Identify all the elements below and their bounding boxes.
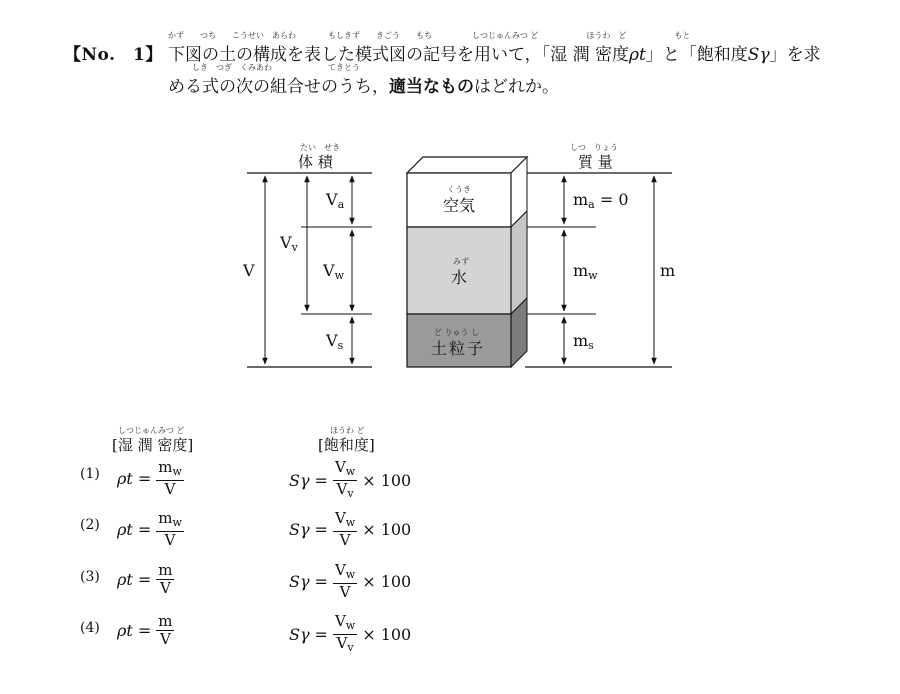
times-100: × 100 bbox=[362, 572, 412, 591]
option-saturation-formula bbox=[289, 510, 411, 549]
saturation-fraction-numerator-term: $V_w$ bbox=[334, 561, 356, 581]
rho-fraction bbox=[156, 459, 184, 498]
option-number: (1) bbox=[80, 466, 100, 482]
times-100: × 100 bbox=[362, 471, 412, 490]
Va-label: $V_a$ bbox=[326, 190, 345, 211]
Vw-label: $V_w$ bbox=[323, 261, 344, 282]
saturation-fraction-denominator-term: V bbox=[339, 531, 351, 549]
rho-fraction-denominator-term: V bbox=[164, 480, 176, 498]
question-line1-text-c: 」を求 bbox=[769, 45, 821, 65]
sgamma-symbol: Sγ bbox=[289, 625, 310, 644]
mass-header: 質 量 bbox=[578, 153, 613, 171]
equals-sign: = bbox=[137, 570, 152, 589]
saturation-fraction-numerator bbox=[333, 510, 357, 532]
rho-fraction bbox=[156, 613, 174, 648]
question-line1-text-b: 」と「飽和度 bbox=[645, 45, 748, 65]
question-line2-text-b: はどれか。 bbox=[474, 77, 559, 97]
option-rho-formula bbox=[117, 613, 174, 648]
option-number: (3) bbox=[80, 569, 100, 585]
rho-fraction bbox=[156, 510, 184, 549]
volume-header-furigana: たい せき bbox=[300, 143, 340, 152]
rho-fraction-numerator bbox=[156, 510, 184, 532]
sgamma-symbol: Sγ bbox=[289, 572, 310, 591]
rho-fraction-numerator bbox=[156, 613, 174, 631]
rho-fraction-denominator bbox=[158, 631, 173, 648]
ms-label: $m_s$ bbox=[573, 331, 594, 352]
col1-header: [湿 潤 密度] bbox=[112, 436, 194, 454]
block-side-water bbox=[511, 211, 527, 314]
mass-header-furigana: しつ りょう bbox=[570, 143, 618, 152]
option-saturation-formula bbox=[289, 459, 411, 502]
col1-header-furigana: しつじゅんみつ ど bbox=[118, 426, 185, 435]
col2-header-furigana: ほうわ ど bbox=[330, 426, 365, 435]
saturation-fraction-numerator-term-subscript: w bbox=[345, 619, 356, 632]
col2-header: [飽和度] bbox=[318, 436, 375, 454]
air-label: 空気 bbox=[443, 196, 476, 215]
saturation-fraction-denominator-term-subscript: v bbox=[347, 487, 354, 500]
ma-label: $m_a = 0$ bbox=[573, 190, 629, 211]
equals-sign: = bbox=[314, 625, 328, 644]
soil-label: 土粒子 bbox=[431, 339, 486, 358]
rho-fraction-numerator-term-subscript: w bbox=[172, 516, 182, 529]
question-line2-emphasis: 適当なもの bbox=[389, 77, 474, 97]
soil-label-furigana: ど りゅう し bbox=[434, 328, 480, 337]
saturation-fraction-numerator-term-subscript: w bbox=[345, 465, 356, 478]
rho-fraction-denominator-term: V bbox=[159, 579, 171, 597]
rho-fraction-numerator-term: $m_w$ bbox=[158, 458, 182, 478]
block-top-face bbox=[407, 157, 527, 173]
option-saturation-formula bbox=[289, 613, 411, 656]
question-line1-furigana: かず つち こうせい あらわ もしきず きごう もち しつじゅんみつ ど ほうわ ど もと bbox=[168, 31, 691, 40]
rho-fraction-denominator bbox=[158, 580, 173, 597]
volume-header: 体 積 bbox=[298, 153, 333, 171]
equals-sign: = bbox=[314, 520, 328, 539]
saturation-fraction-denominator-term: $V_v$ bbox=[336, 480, 354, 500]
equals-sign: = bbox=[137, 621, 152, 640]
saturation-fraction-numerator bbox=[333, 459, 357, 481]
saturation-fraction-denominator bbox=[335, 481, 356, 502]
rho-fraction-numerator-term: $m_w$ bbox=[158, 509, 182, 529]
saturation-fraction-denominator-term: V bbox=[339, 583, 351, 601]
saturation-fraction bbox=[333, 613, 357, 656]
question-number: 【No. 1】 bbox=[64, 45, 163, 65]
rho-symbol: ρt bbox=[117, 469, 133, 488]
saturation-fraction-denominator-term-subscript: v bbox=[347, 641, 354, 654]
rho-fraction-denominator-term: V bbox=[164, 531, 176, 549]
question-line1-text-a: 下図の土の構成を表した模式図の記号を用いて，「湿 潤 密度 bbox=[168, 45, 629, 65]
saturation-fraction-numerator bbox=[333, 562, 357, 584]
rho-fraction-denominator bbox=[163, 532, 178, 549]
option-number: (2) bbox=[80, 517, 100, 533]
rho-fraction-numerator bbox=[156, 562, 174, 580]
rho-symbol: ρt bbox=[117, 621, 133, 640]
question-line2-text-a: める式の次の組合せのうち， bbox=[168, 77, 389, 97]
rho-fraction bbox=[156, 562, 174, 597]
saturation-fraction-numerator-term: $V_w$ bbox=[334, 509, 356, 529]
saturation-fraction-denominator bbox=[338, 584, 353, 601]
saturation-fraction bbox=[333, 459, 357, 502]
rho-symbol: ρt bbox=[117, 520, 133, 539]
saturation-fraction-numerator-term-subscript: w bbox=[345, 568, 356, 581]
rho-fraction-numerator-term-subscript: w bbox=[172, 465, 182, 478]
rho-fraction-numerator-term: m bbox=[158, 561, 173, 579]
equals-sign: = bbox=[314, 471, 328, 490]
option-number: (4) bbox=[80, 620, 100, 636]
saturation-fraction-numerator-term: $V_w$ bbox=[334, 458, 356, 478]
saturation-fraction bbox=[333, 562, 357, 601]
sgamma-symbol: Sγ bbox=[289, 520, 310, 539]
Vv-label: $V_v$ bbox=[280, 233, 298, 254]
option-rho-formula bbox=[117, 562, 174, 597]
question-sgamma-symbol: Sγ bbox=[747, 45, 770, 65]
equals-sign: = bbox=[314, 572, 328, 591]
V-label: V bbox=[243, 261, 255, 280]
saturation-fraction-numerator-term-subscript: w bbox=[345, 516, 356, 529]
m-label: m bbox=[660, 261, 676, 280]
Vs-label: $V_s$ bbox=[326, 331, 344, 352]
air-label-furigana: くうき bbox=[447, 185, 471, 194]
question-line2-furigana: しき つぎ くみあわ てきとう bbox=[168, 63, 360, 72]
option-rho-formula bbox=[117, 459, 184, 498]
saturation-fraction bbox=[333, 510, 357, 549]
rho-symbol: ρt bbox=[117, 570, 133, 589]
saturation-fraction-denominator bbox=[335, 635, 356, 656]
saturation-fraction-denominator-term: $V_v$ bbox=[336, 634, 354, 654]
saturation-fraction-denominator bbox=[338, 532, 353, 549]
option-rho-formula bbox=[117, 510, 184, 549]
equals-sign: = bbox=[137, 520, 152, 539]
water-label: 水 bbox=[451, 268, 468, 287]
saturation-fraction-numerator-term: $V_w$ bbox=[334, 612, 356, 632]
water-label-furigana: みず bbox=[453, 257, 469, 266]
option-saturation-formula bbox=[289, 562, 411, 601]
rho-fraction-denominator bbox=[163, 481, 178, 498]
rho-fraction-numerator-term: m bbox=[158, 612, 173, 630]
equals-sign: = bbox=[137, 469, 152, 488]
sgamma-symbol: Sγ bbox=[289, 471, 310, 490]
question-rho-symbol: ρt bbox=[628, 45, 646, 65]
times-100: × 100 bbox=[362, 520, 412, 539]
saturation-fraction-numerator bbox=[333, 613, 357, 635]
times-100: × 100 bbox=[362, 625, 412, 644]
mw-label: $m_w$ bbox=[573, 261, 598, 282]
rho-fraction-denominator-term: V bbox=[159, 630, 171, 648]
rho-fraction-numerator bbox=[156, 459, 184, 481]
